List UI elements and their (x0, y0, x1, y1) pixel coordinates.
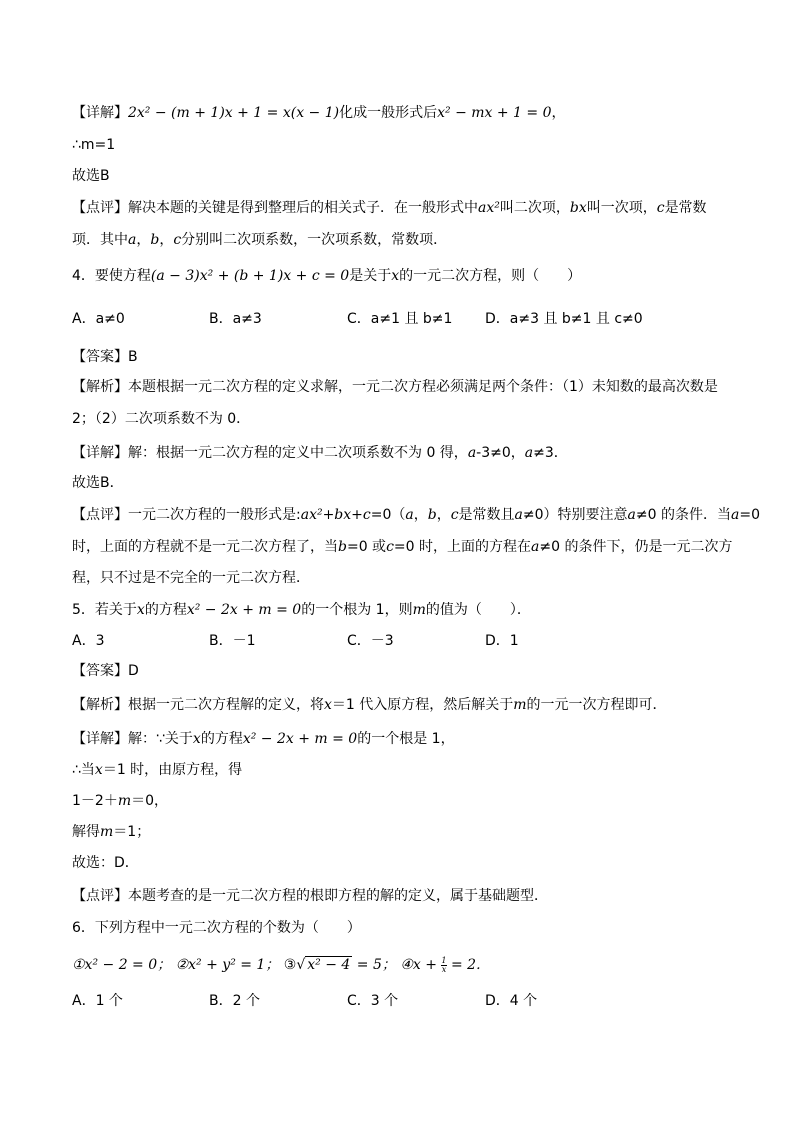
math-expression: b (338, 539, 347, 555)
text-run: 的方程 (144, 602, 187, 618)
q5-option-b: B．－1 (209, 633, 256, 649)
section-tag: 【详解】 (72, 731, 128, 747)
math-expression: a (467, 445, 477, 461)
text-line-l25 (72, 886, 548, 906)
fraction-numerator: 1 (441, 955, 447, 965)
text-run: ≠0 的条件下，仍是一元二次方 (539, 539, 733, 555)
text-run: 的一个根是 1， (357, 731, 455, 747)
math-expression: c (450, 507, 459, 523)
math-expression: a (731, 507, 740, 523)
section-tag: 【解析】 (72, 697, 128, 713)
text-line-l4 (72, 198, 707, 218)
text-run: 1－2＋ (72, 793, 118, 809)
q5-option-c: C．－3 (347, 633, 394, 649)
q6-equation-3-radicand: x² − 4 (307, 957, 351, 973)
text-run: D (128, 663, 139, 679)
text-run: B (128, 349, 138, 365)
math-expression: 2x² − (m + 1)x + 1 = x(x − 1) (128, 105, 340, 121)
math-expression: a (128, 232, 137, 248)
text-run: 解：根据一元二次方程的定义中二次项系数不为 0 得， (128, 445, 468, 461)
text-line-l3 (72, 166, 110, 186)
text-run: 的方程 (200, 731, 243, 747)
sqrt-symbol-icon: √ (296, 957, 306, 973)
text-line-l26 (72, 918, 361, 938)
text-run: ＝0， (131, 793, 169, 809)
q6-equation-4-lhs: ④x + (400, 957, 442, 973)
text-run: ∴m=1 (72, 137, 116, 153)
q6-option-a: A．1 个 (72, 993, 123, 1009)
math-expression: a (524, 445, 534, 461)
text-run: 6．下列方程中一元二次方程的个数为（ ） (72, 920, 361, 936)
text-run: 故选：D． (72, 855, 139, 871)
section-tag: 【点评】 (72, 507, 128, 523)
text-line-l15 (72, 568, 310, 588)
text-line-l23 (72, 822, 150, 842)
math-expression: b (427, 507, 437, 523)
text-run: 的一元一次方程即可． (526, 697, 667, 713)
math-expression: (a − 3)x² + (b + 1)x + c = 0 (150, 268, 350, 284)
q6-equation-4-rhs: = 2． (446, 957, 491, 973)
math-expression: c (656, 200, 665, 216)
text-line-l5 (72, 230, 447, 250)
q6-equation-3-label: ③ (283, 957, 297, 973)
math-expression: c (386, 539, 394, 555)
math-expression: x (324, 697, 332, 713)
q5-option-d: D．1 (485, 633, 519, 649)
q6-equation-3-rhs: = 5； (352, 957, 396, 973)
math-expression: x² − mx + 1 = 0 (437, 105, 552, 121)
text-run: 时，上面的方程就不是一元二次方程了，当 (72, 539, 338, 555)
text-run: -3≠0， (476, 445, 525, 461)
math-expression: a (514, 507, 523, 523)
q4-option-b: B．a≠3 (209, 311, 262, 327)
text-line-l11 (72, 443, 568, 463)
q6-equation-2: ②x² + y² = 1； (175, 957, 280, 973)
text-line-l19 (72, 695, 667, 715)
section-tag: 【点评】 (72, 200, 128, 216)
text-line-l6 (72, 266, 581, 286)
q6-equation-1: ①x² − 2 = 0； (72, 957, 172, 973)
q6-option-c: C．3 个 (347, 993, 399, 1009)
text-line-l12 (72, 473, 124, 493)
text-line-l20 (72, 729, 455, 749)
math-expression: a (627, 507, 636, 523)
text-run: =0 (739, 507, 760, 523)
q5-option-a: A．3 (72, 633, 105, 649)
text-run: 故选B (72, 168, 110, 184)
text-run: 解得 (72, 824, 100, 840)
text-line-l10 (72, 409, 250, 429)
text-run: ， (436, 507, 451, 523)
text-line-l8 (72, 347, 138, 367)
math-expression: ax² (478, 200, 500, 216)
text-run: 的一个根为 1，则 (301, 602, 413, 618)
text-run: ∴当 (72, 762, 95, 778)
text-run: ＝1； (113, 824, 151, 840)
text-run: 分别叫二次项系数，一次项系数，常数项． (181, 232, 448, 248)
math-expression: bx (569, 200, 587, 216)
text-run: 本题根据一元二次方程的定义求解，一元二次方程必须满足两个条件：（1）未知数的最高次数是 (128, 379, 718, 395)
text-line-l16 (72, 600, 531, 620)
text-run: 解：∵关于 (128, 731, 193, 747)
math-expression: b (150, 232, 160, 248)
math-expression: x² − 2x + m = 0 (186, 602, 302, 618)
text-run: ， (159, 232, 174, 248)
section-tag: 【详解】 (72, 105, 128, 121)
text-run: 化成一般形式后 (339, 105, 438, 121)
q4-option-d: D．a≠3 且 b≠1 且 c≠0 (485, 311, 643, 327)
text-run: 是关于 (349, 268, 392, 284)
math-expression: c (173, 232, 182, 248)
section-tag: 【解析】 (72, 379, 128, 395)
text-run: =0 时，上面的方程在 (393, 539, 531, 555)
text-run: ≠0 的条件．当 (635, 507, 731, 523)
math-expression: m (513, 697, 527, 713)
math-expression: x (94, 762, 103, 778)
math-expression: m (117, 793, 132, 809)
math-expression: m (100, 824, 114, 840)
text-run: 叫一次项， (586, 200, 657, 216)
q4-option-c: C．a≠1 且 b≠1 (347, 311, 453, 327)
q6-equation-4 (400, 957, 490, 973)
math-expression: x² − 2x + m = 0 (242, 731, 358, 747)
q6-option-d: D．4 个 (485, 993, 538, 1009)
text-run: 项．其中 (72, 232, 128, 248)
text-run: 根据一元二次方程解的定义，将 (128, 697, 324, 713)
text-run: ＝1 时，由原方程，得 (102, 762, 243, 778)
text-line-l13 (72, 505, 760, 525)
q6-equation-3 (284, 956, 396, 973)
text-line-l1 (72, 103, 566, 123)
text-line-l2 (72, 135, 115, 155)
text-run: 叫二次项， (499, 200, 570, 216)
section-tag: 【详解】 (72, 445, 128, 461)
text-run: 本题考查的是一元二次方程的根即方程的解的定义，属于基础题型． (128, 888, 548, 904)
math-expression: m (412, 602, 426, 618)
math-expression: x (391, 268, 400, 284)
text-run: ≠0）特别要注意 (522, 507, 628, 523)
text-run: 解决本题的关键是得到整理后的相关式子．在一般形式中 (128, 200, 478, 216)
text-run: 是常数且 (458, 507, 515, 523)
q5-options (72, 630, 732, 650)
q4-option-a: A．a≠0 (72, 311, 125, 327)
text-run: 程，只不过是不完全的一元二次方程． (72, 570, 310, 586)
text-run: 故选B． (72, 475, 124, 491)
text-run: 一元二次方程的一般形式是: (128, 507, 301, 523)
q6-equations (72, 955, 490, 975)
text-run: 的一元二次方程，则（ ） (399, 268, 582, 284)
text-run: 是常数 (664, 200, 707, 216)
text-run: =0（ (370, 507, 406, 523)
math-expression: a (531, 539, 540, 555)
math-expression: ax²+bx+c (300, 507, 371, 523)
text-line-l21 (72, 760, 242, 780)
text-line-l22 (72, 791, 168, 811)
math-expression: a (405, 507, 414, 523)
text-run: 4．要使方程 (72, 268, 151, 284)
math-expression: x (136, 602, 145, 618)
text-line-l14 (72, 537, 732, 557)
text-run: =0 或 (346, 539, 387, 555)
math-expression: x (192, 731, 201, 747)
fraction-denominator: x (441, 964, 447, 974)
q6-options (72, 990, 732, 1010)
text-run: ， (413, 507, 428, 523)
text-run: ＝1 代入原方程，然后解关于 (331, 697, 514, 713)
text-line-l18 (72, 661, 139, 681)
q4-options (72, 308, 732, 328)
text-run: 2；（2）二次项系数不为 0． (72, 411, 251, 427)
text-line-l24 (72, 853, 139, 873)
text-run: 5．若关于 (72, 602, 137, 618)
section-tag: 【答案】 (72, 663, 128, 679)
text-run: ≠3． (533, 445, 568, 461)
text-run: ， (136, 232, 151, 248)
text-line-l9 (72, 377, 718, 397)
section-tag: 【点评】 (72, 888, 128, 904)
q6-option-b: B．2 个 (209, 993, 260, 1009)
section-tag: 【答案】 (72, 349, 128, 365)
text-run: 的值为（ ）． (425, 602, 531, 618)
text-run: ， (551, 105, 566, 121)
